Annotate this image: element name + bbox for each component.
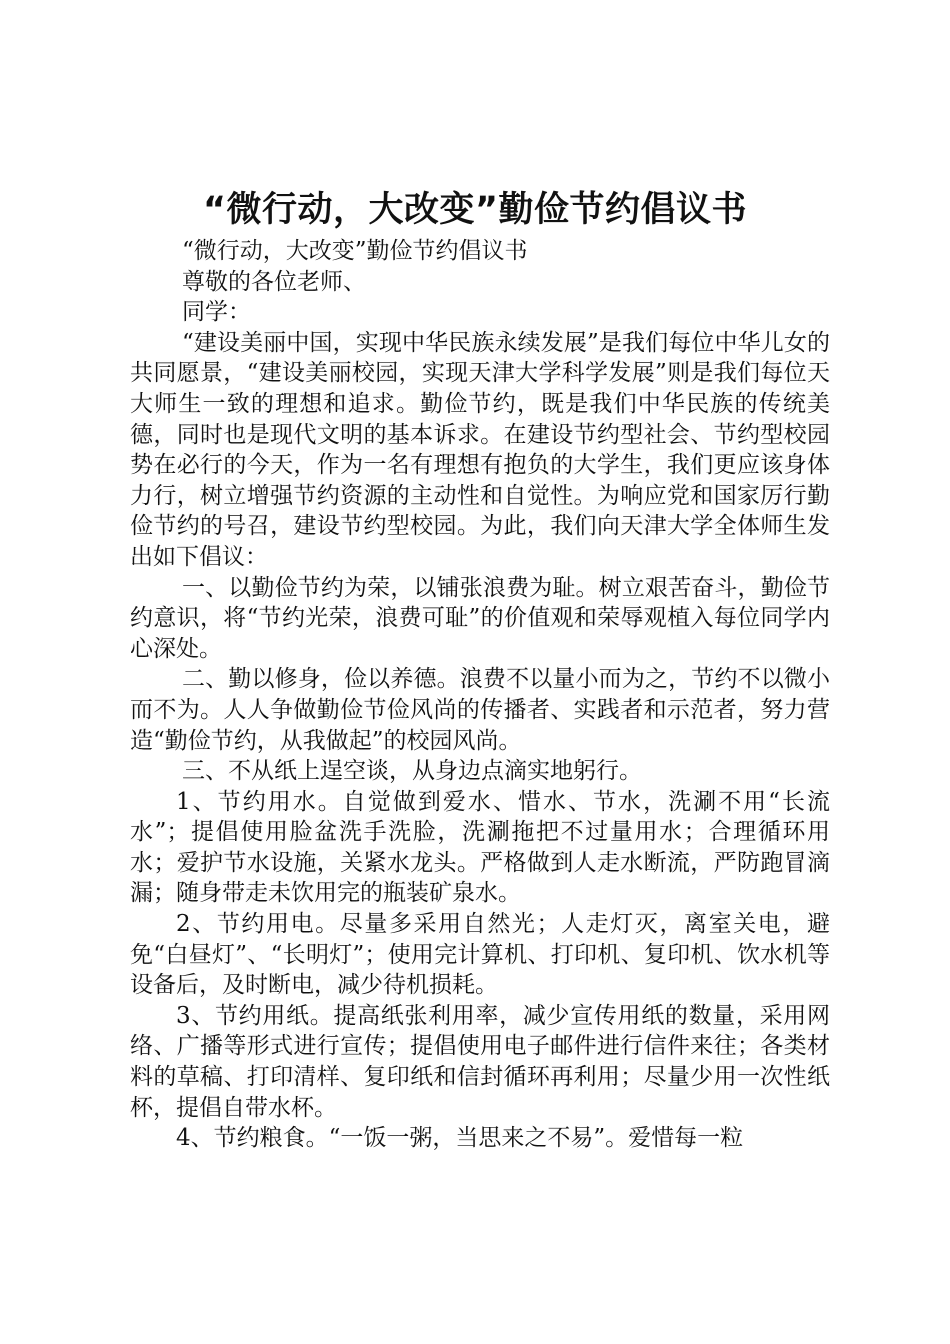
paragraph-salutation-cont: 同学： bbox=[182, 299, 251, 326]
paragraph-proposal-2: 二、勤以修身，俭以养德。浪费不以量小而为之，节约不以微小而不为。人人争做勤俭节俭风尚的传播者、实践者和示范者，努力营造“勤俭节约，从我做起”的校园风尚。 bbox=[130, 666, 830, 754]
paragraph-proposal-3: 三、不从纸上逞空谈，从身边点滴实地躬行。 bbox=[182, 758, 642, 785]
paragraph-proposal-1: 一、以勤俭节约为荣，以铺张浪费为耻。树立艰苦奋斗，勤俭节约意识，将“节约光荣，浪费可耻”的价值观和荣辱观植入每位同学内心深处。 bbox=[130, 574, 830, 662]
paragraph-item-paper: 3、节约用纸。提高纸张利用率，减少宣传用纸的数量，采用网络、广播等形式进行宣传；提倡使用电子邮件进行信件来往；各类材料的草稿、打印清样、复印纸和信封循环再利用；尽量少用一次性纸杯，提倡自带水杯。 bbox=[130, 1002, 830, 1121]
document-title: “微行动，大改变”勤俭节约倡议书 bbox=[202, 190, 747, 230]
paragraph-item-food: 4、节约粮食。“一饭一粥，当思来之不易”。爱惜每一粒 bbox=[176, 1125, 744, 1152]
paragraph-repeated-title: “微行动，大改变”勤俭节约倡议书 bbox=[182, 238, 528, 264]
paragraph-item-water: 1、节约用水。自觉做到爱水、惜水、节水，洗涮不用“长流水”；提倡使用脸盆洗手洗脸，洗涮拖把不过量用水；合理循环用水；爱护节水设施，关紧水龙头。严格做到人走水断流，严防跑冒滴漏；随身带走未饮用完的瓶装矿泉水。 bbox=[130, 788, 830, 907]
paragraph-salutation: 尊敬的各位老师、 bbox=[182, 268, 366, 295]
paragraph-intro: “建设美丽中国，实现中华民族永续发展”是我们每位中华儿女的共同愿景，“建设美丽校园，实现天津大学科学发展”则是我们每位天大师生一致的理想和追求。勤俭节约，既是我们中华民族的传统美德，同时也是现代文明的基本诉求。在建设节约型社会、节约型校园势在必行的今天，作为一名有理想有抱负的大学生，我们更应该身体力行，树立增强节约资源的主动性和自觉性。为响应党和国家厉行勤俭节约的号召，建设节约型校园。为此，我们向天津大学全体师生发出如下倡议： bbox=[130, 329, 830, 570]
document-body bbox=[130, 236, 830, 1154]
paragraph-item-electricity: 2、节约用电。尽量多采用自然光；人走灯灭，离室关电，避免“白昼灯”、“长明灯”；使用完计算机、打印机、复印机、饮水机等设备后，及时断电，减少待机损耗。 bbox=[130, 911, 830, 999]
